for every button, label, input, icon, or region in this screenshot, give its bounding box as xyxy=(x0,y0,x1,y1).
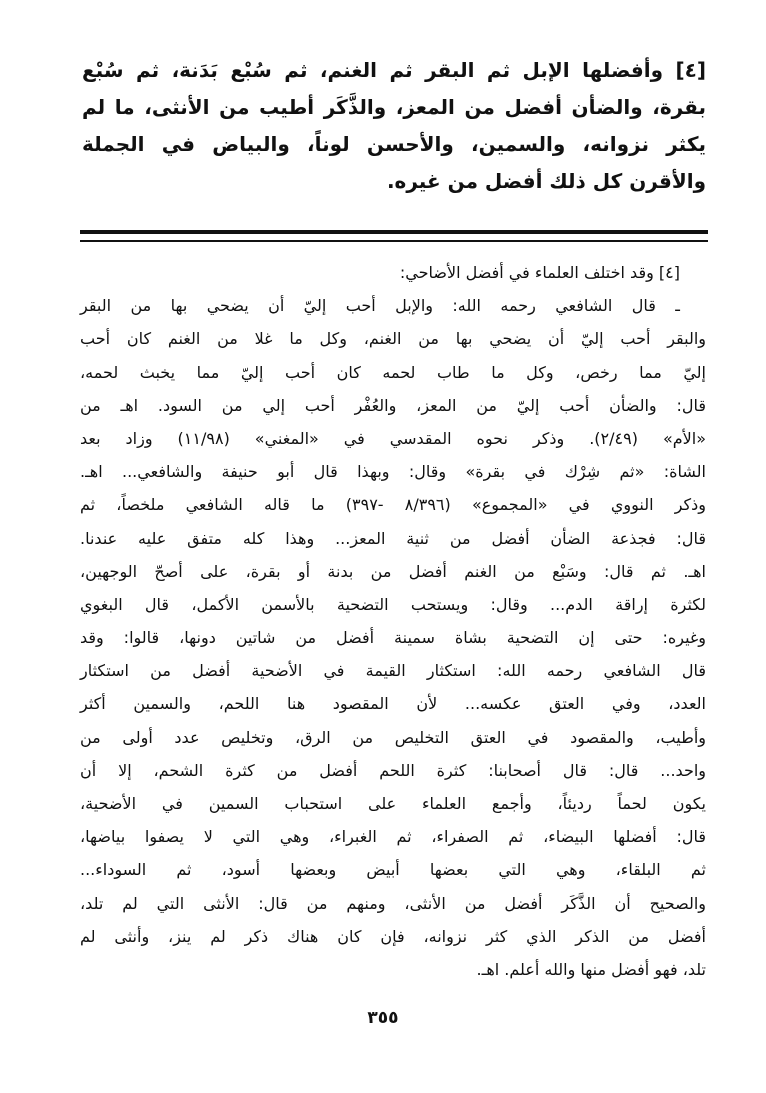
commentary-line: قال الشافعي رحمه الله: استكثار القيمة في الأضحية أفضل من استكثار xyxy=(80,661,706,681)
commentary-line: قال: والضأن أحب إليّ من المعز، والعُفْر أحب إلي من السود. اهـ من xyxy=(80,395,706,415)
commentary-line: قال: أفضلها البيضاء، ثم الصفراء، ثم الغبراء، وهي التي لا يصفوا بياضها، xyxy=(80,827,706,847)
commentary-heading: [٤] وقد اختلف العلماء في أفضل الأضاحي: xyxy=(399,263,680,282)
commentary-line: وأطيب، والمقصود في العتق التخليص من الرق، وتخليص عدد أولى من xyxy=(80,727,706,747)
commentary-line: واحد... قال: قال أصحابنا: كثرة اللحم أفضل من كثرة الشحم، إلا أن xyxy=(80,760,706,780)
commentary-line: لكثرة إراقة الدم... وقال: ويستحب التضحية بالأسمن الأكمل، قال البغوي xyxy=(80,594,706,614)
commentary-line: والبقر أحب إليّ أن يضحي بها من الغنم، وكل ما غلا من الغنم كان أحب xyxy=(80,329,706,349)
commentary-line: العدد، وفي العتق عكسه... لأن المقصود هنا اللحم، والسمين أكثر xyxy=(80,694,706,714)
commentary-line: إليّ مما رخص، وكل ما طاب لحمه كان أحب إليّ مما يخبث لحمه، xyxy=(80,362,706,382)
commentary-line: وغيره: حتى إن التضحية بشاة سمينة أفضل من شاتين دونها، قالوا: وقد xyxy=(80,628,706,648)
commentary-line: «الأم» (٢/٤٩). وذكر نحوه المقدسي في «المغني» (١١/٩٨) وزاد بعد xyxy=(80,428,706,448)
commentary-line: تلد، فهو أفضل منها والله أعلم. اهـ. xyxy=(476,959,706,979)
page-number: ٣٥٥ xyxy=(367,1008,399,1028)
main-text-line: [٤] وأفضلها الإبل ثم البقر ثم الغنم، ثم سُبْع بَدَنة، ثم سُبْع xyxy=(82,58,706,82)
commentary-line: ثم البلقاء، وهي التي بعضها أبيض وبعضها أسود، ثم السوداء... xyxy=(80,860,706,880)
commentary-line: وذكر النووي في «المجموع» (٨/٣٩٦ -٣٩٧) ما قاله الشافعي ملخصاً، ثم xyxy=(80,495,706,515)
separator-rule-thin xyxy=(80,240,708,242)
commentary-line: ـ قال الشافعي رحمه الله: والإبل أحب إليّ أن يضحي بها من البقر xyxy=(80,296,680,316)
commentary-line: يكون لحماً رديئاً، وأجمع العلماء على استحباب السمين في الأضحية، xyxy=(80,794,706,813)
commentary-line: الشاة: «ثم شِرْك في بقرة» وقال: وبهذا قال أبو حنيفة والشافعي... اهـ. xyxy=(80,462,706,482)
commentary xyxy=(80,256,706,986)
main-text-line: والأقرن كل ذلك أفضل من غيره. xyxy=(386,169,706,193)
commentary-line: والصحيح أن الذَّكَر أفضل من الأنثى، ومنهم من قال: الأنثى التي لم تلد، xyxy=(80,893,706,913)
main-text xyxy=(82,52,706,200)
main-text-line: يكثر نزوانه، والسمين، والأحسن لوناً، والبياض في الجملة xyxy=(82,132,706,156)
separator-rule-thick xyxy=(80,230,708,234)
main-text-line: بقرة، والضأن أفضل من المعز، والذَّكَر أطيب من الأنثى، ما لم xyxy=(82,95,706,119)
commentary-line: قال: فجذعة الضأن أفضل من ثنية المعز... وهذا كله متفق عليه عندنا. xyxy=(80,528,706,548)
commentary-line: اهـ. ثم قال: وسَبْع من الغنم أفضل من بدنة أو بقرة، على أصحّ الوجهين، xyxy=(80,561,706,581)
commentary-line: أفضل من الذكر الذي كثر نزوانه، فإن كان هناك ذكر لم ينز، وأنثى لم xyxy=(80,926,706,946)
